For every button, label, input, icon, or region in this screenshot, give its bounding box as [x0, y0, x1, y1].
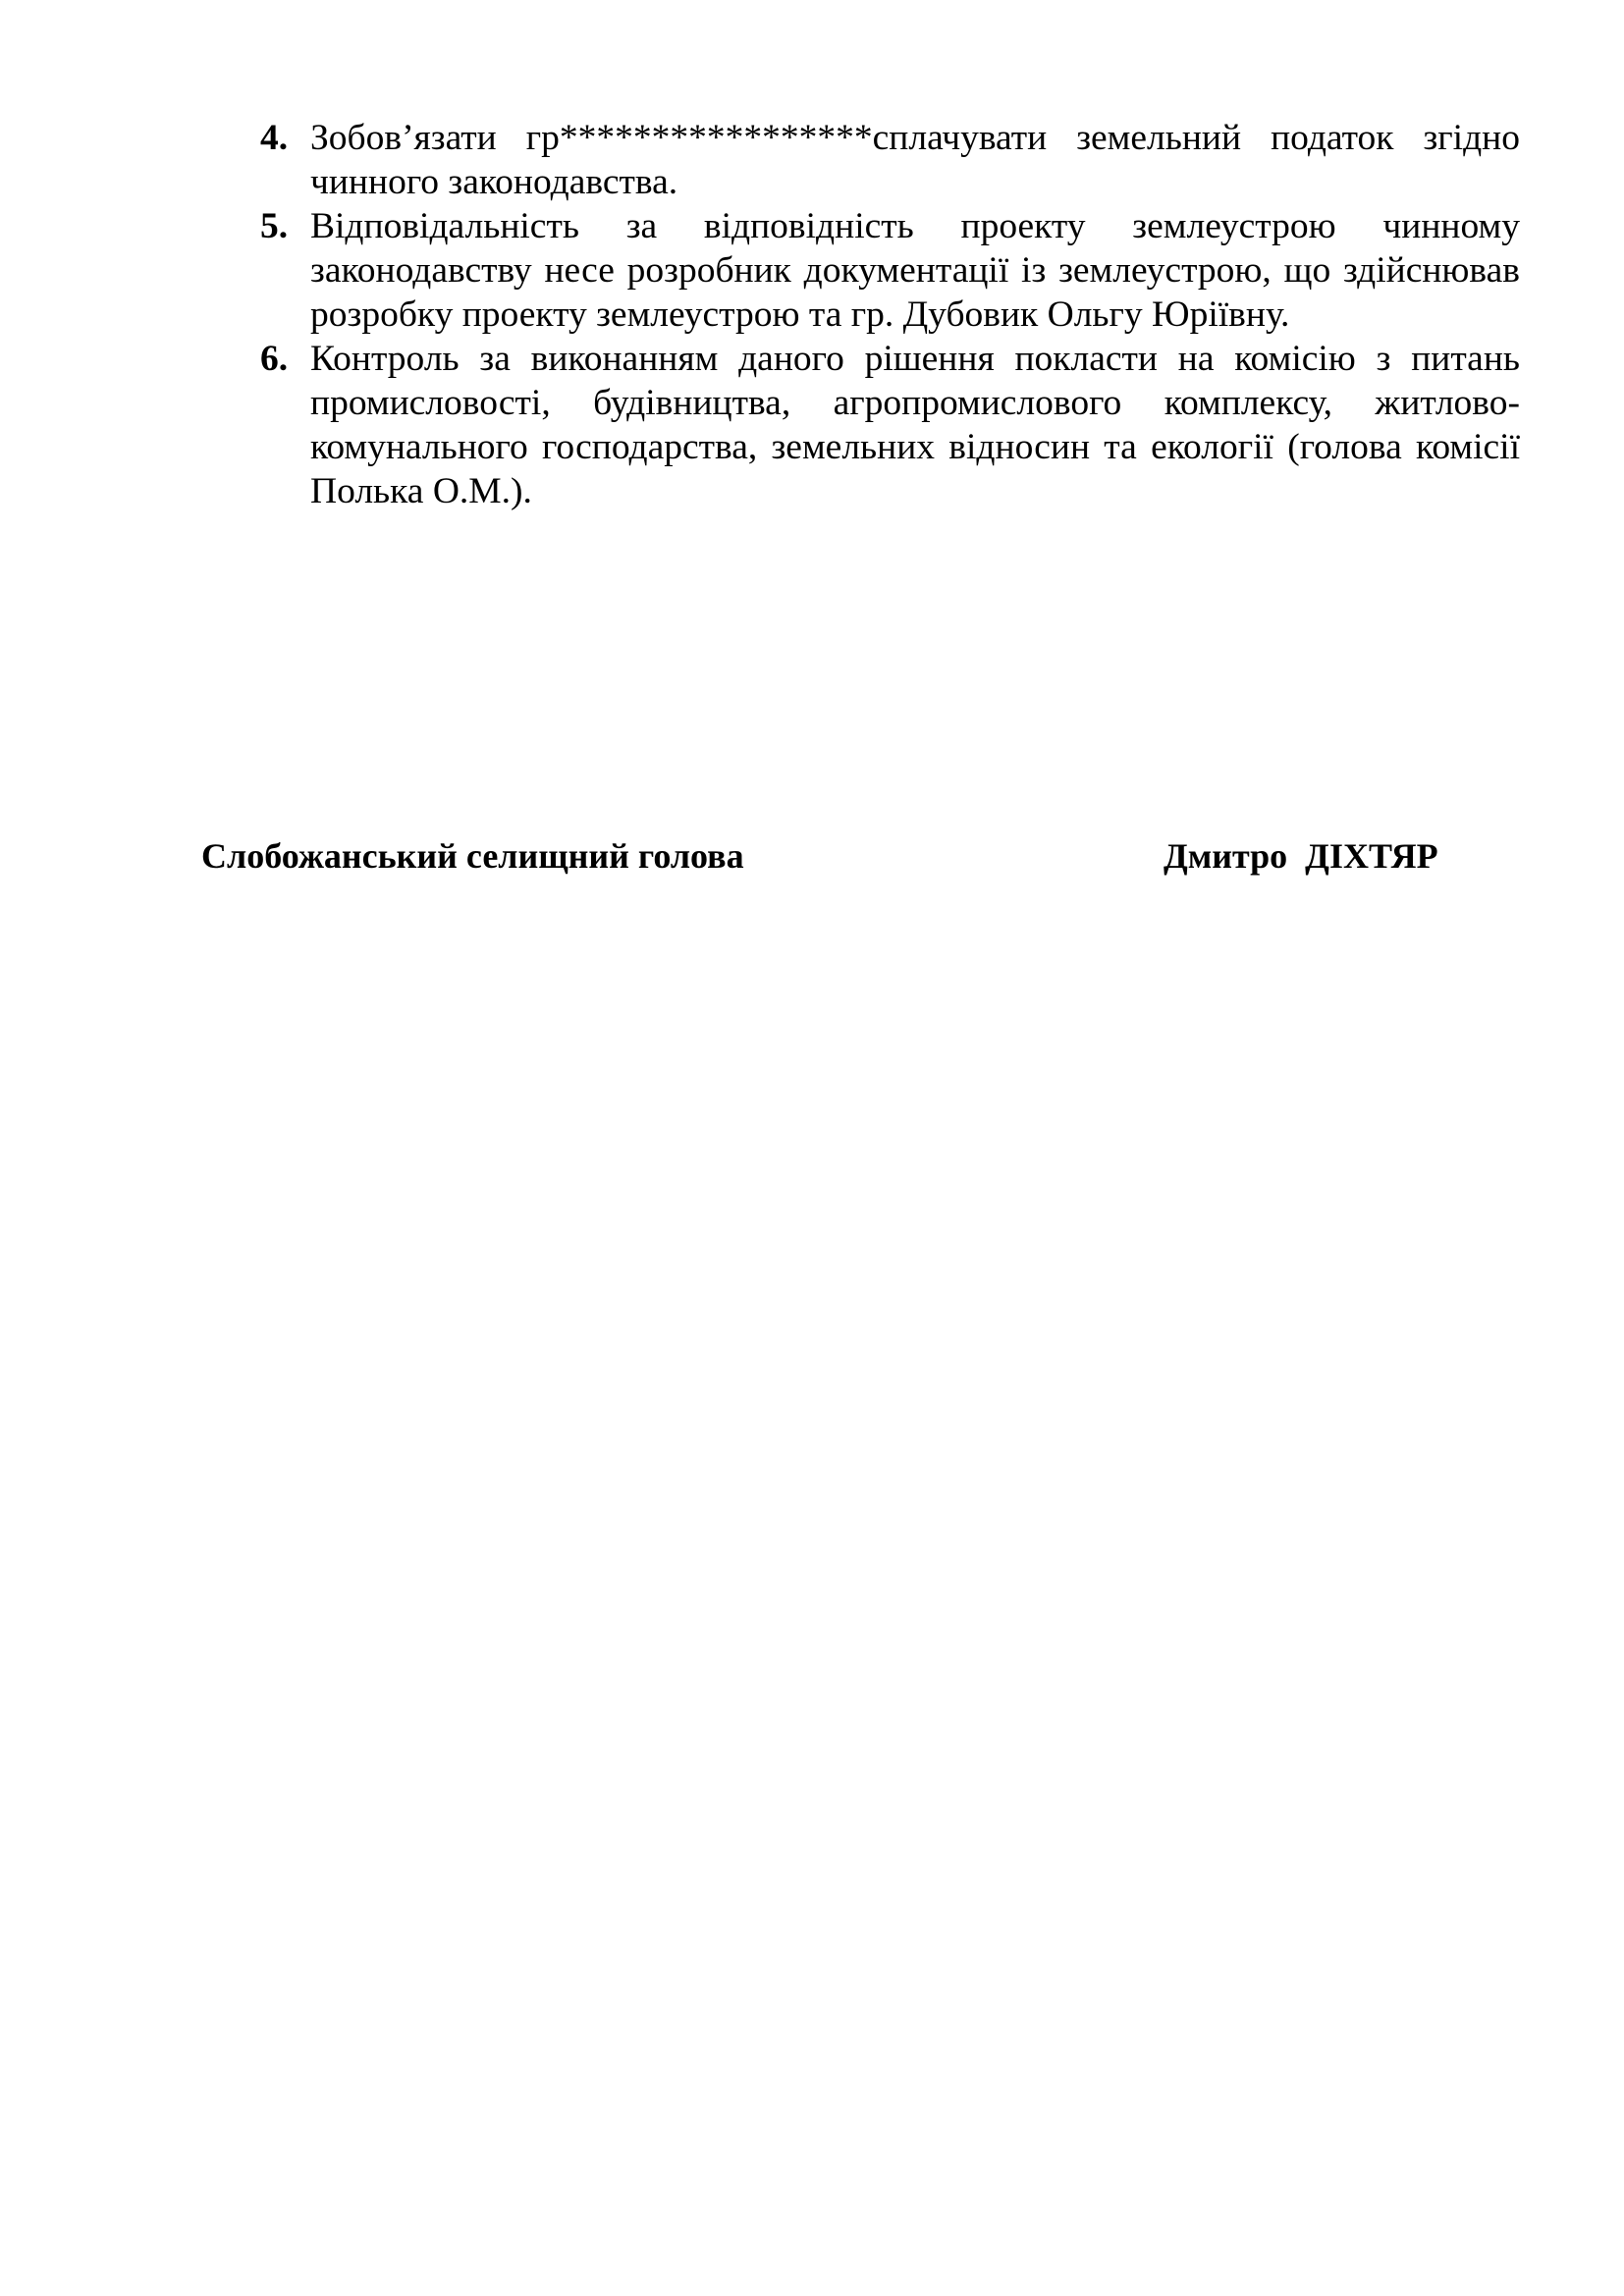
- item-number: 5.: [260, 206, 289, 246]
- item-text: Відповідальність за відповідність проекту землеустрою чинному законодавству несе розробник документації із землеустрою, що здійснював розробку проекту землеустрою та гр. Дубовик Ольгу Юріївну.: [310, 206, 1520, 335]
- signature-block: [201, 831, 1468, 881]
- item-text: Зобов’язати гр*****************сплачувати земельний податок згідно чинного законодавства.: [310, 118, 1520, 202]
- signatory-title: Слобожанський селищний голова: [201, 836, 744, 876]
- list-item: [257, 116, 1520, 204]
- list-item: [257, 204, 1520, 337]
- decision-items-list: [257, 116, 1520, 513]
- list-item: [257, 337, 1520, 513]
- signatory-name: Дмитро ДІХТЯР: [1164, 836, 1438, 876]
- item-text: Контроль за виконанням даного рішення покласти на комісію з питань промисловості, будівництва, агропромислового комплексу, житлово-комунального господарства, земельних відносин та екології (голова комісії Полька О.М.).: [310, 339, 1520, 511]
- item-number: 6.: [260, 339, 289, 379]
- item-number: 4.: [260, 118, 289, 158]
